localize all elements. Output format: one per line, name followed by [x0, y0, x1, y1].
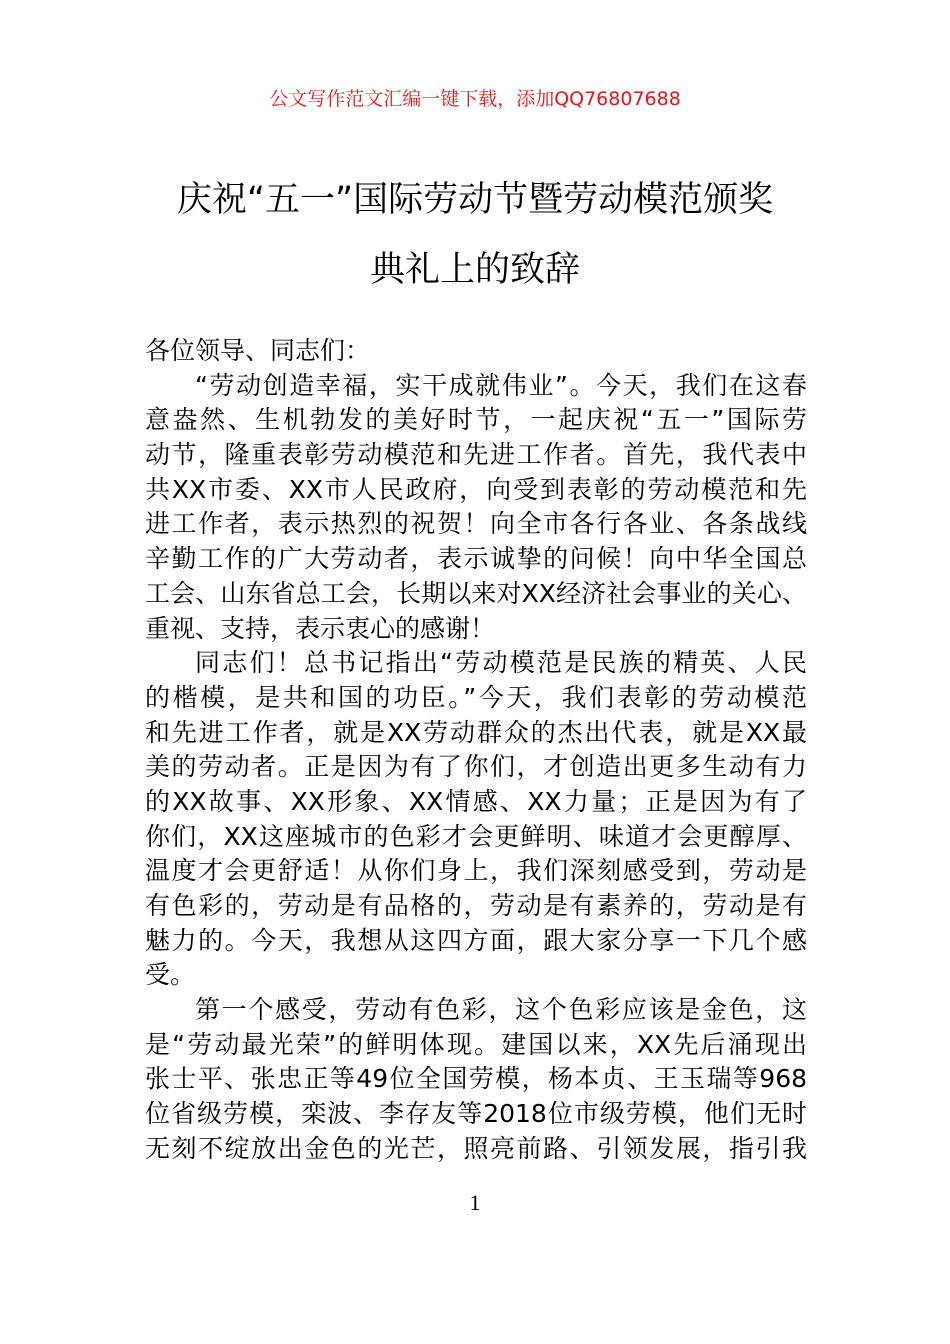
- paragraph: [145, 334, 807, 369]
- text-line: 受。: [145, 960, 196, 990]
- text-line: 工会、山东省总工会，长期以来对XX经济社会事业的关心、: [145, 578, 807, 608]
- text-line: 的楷模，是共和国的功臣。”今天，我们表彰的劳动模范: [145, 682, 807, 712]
- text-line: 魅力的。今天，我想从这四方面，跟大家分享一下几个感: [145, 925, 807, 955]
- text-line: 有色彩的，劳动是有品格的，劳动是有素养的，劳动是有: [145, 891, 807, 920]
- document-body: [145, 334, 807, 1167]
- paragraph: [145, 646, 807, 993]
- document-title-line-2: 典礼上的致辞: [369, 250, 580, 290]
- text-line: 你们，XX这座城市的色彩才会更鲜明、味道才会更醇厚、: [145, 821, 807, 851]
- text-line: 和先进工作者，就是XX劳动群众的杰出代表，就是XX最: [145, 717, 807, 747]
- text-line: 共XX市委、XX市人民政府，向受到表彰的劳动模范和先: [145, 474, 807, 504]
- text-line: 是“劳动最光荣”的鲜明体现。建国以来，XX先后涌现出: [145, 1029, 807, 1059]
- text-line: 意盎然、生机勃发的美好时节，一起庆祝“五一”国际劳: [145, 405, 807, 435]
- download-notice-header: 公文写作范文汇编一键下载，添加QQ76807688: [269, 88, 681, 110]
- text-line: 第一个感受，劳动有色彩，这个色彩应该是金色，这: [195, 995, 807, 1025]
- text-line: 重视、支持，表示衷心的感谢！: [145, 613, 496, 643]
- text-line: 各位领导、同志们：: [145, 336, 371, 365]
- text-line: 同志们！总书记指出“劳动模范是民族的精英、人民: [195, 648, 807, 678]
- text-line: 位省级劳模，栾波、李存友等2018位市级劳模，他们无时: [145, 1099, 807, 1129]
- text-line: 张士平、张忠正等49位全国劳模，杨本贞、王玉瑞等968: [145, 1064, 807, 1094]
- text-line: 辛勤工作的广大劳动者，表示诚挚的问候！向中华全国总: [145, 544, 807, 574]
- text-line: 无刻不绽放出金色的光芒，照亮前路、引领发展，指引我: [145, 1133, 807, 1163]
- paragraph: [145, 369, 807, 647]
- document-title-line-1: 庆祝“五一”国际劳动节暨劳动模范颁奖: [176, 180, 774, 220]
- paragraph: [145, 993, 807, 1166]
- text-line: 美的劳动者。正是因为有了你们，才创造出更多生动有力: [145, 752, 807, 782]
- page-number: 1: [469, 1190, 481, 1215]
- text-line: 的XX故事、XX形象、XX情感、XX力量；正是因为有了: [145, 786, 807, 816]
- text-line: 进工作者，表示热烈的祝贺！向全市各行各业、各条战线: [145, 509, 807, 539]
- text-line: 温度才会更舒适！从你们身上，我们深刻感受到，劳动是: [145, 856, 807, 886]
- text-line: “劳动创造幸福，实干成就伟业”。今天，我们在这春: [195, 370, 807, 400]
- text-line: 动节，隆重表彰劳动模范和先进工作者。首先，我代表中: [145, 440, 807, 470]
